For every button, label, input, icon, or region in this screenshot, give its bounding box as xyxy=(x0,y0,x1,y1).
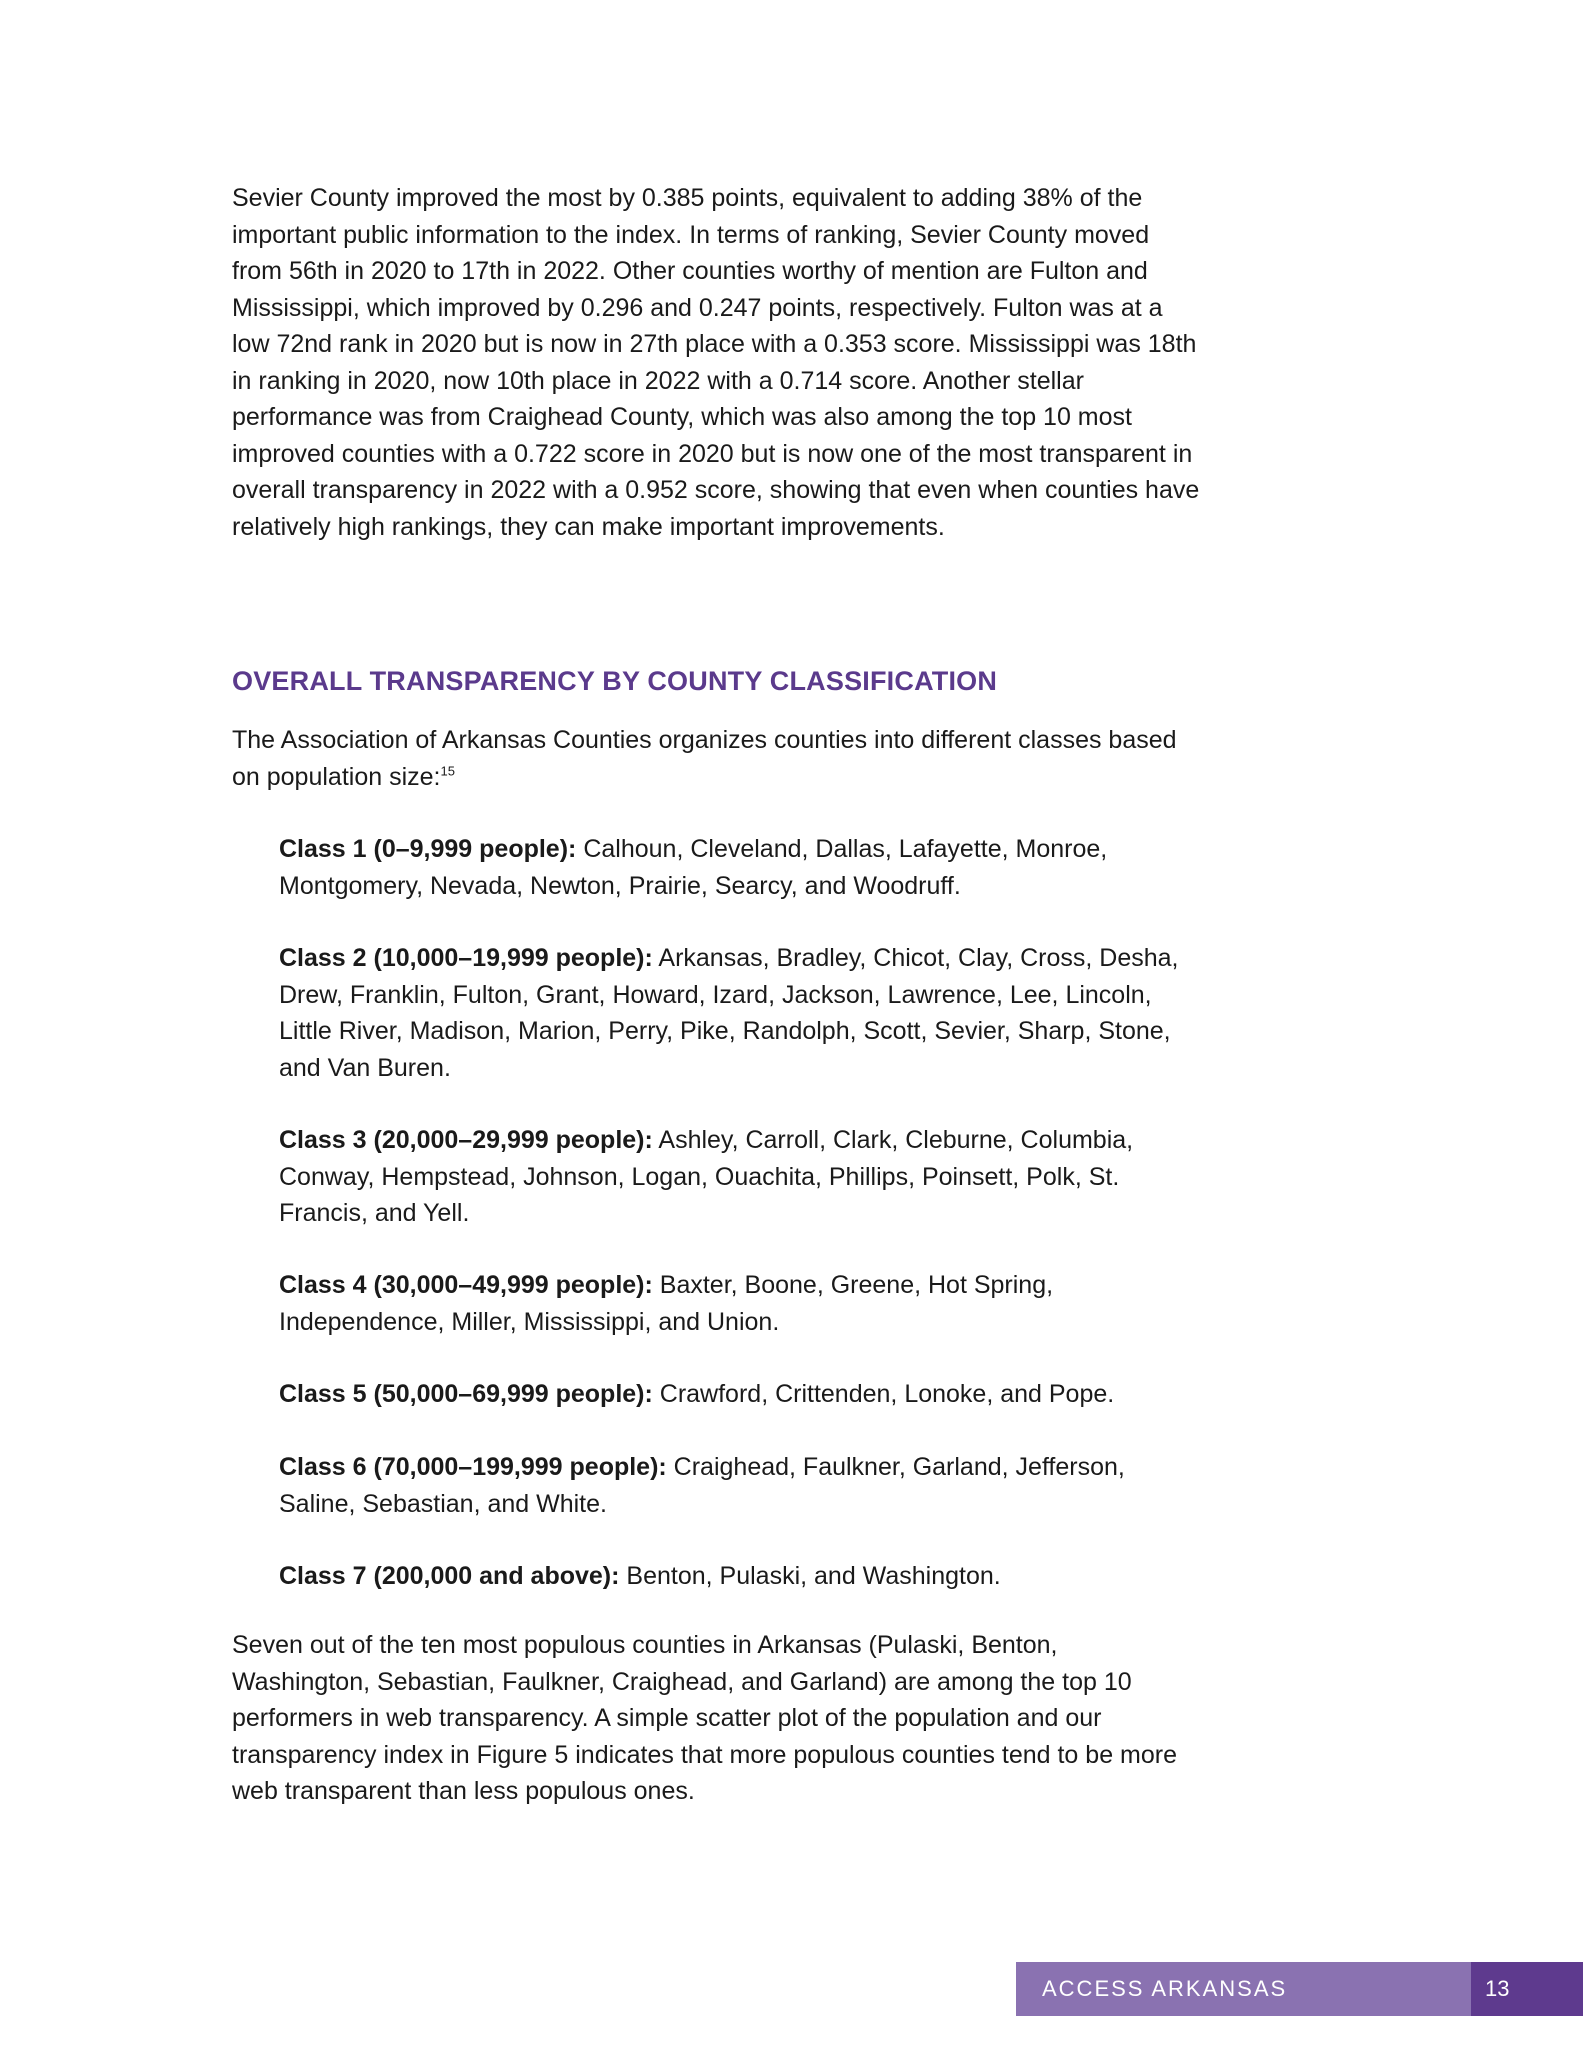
class-6-item xyxy=(279,1449,1199,1522)
class-label: Class 6 (70,000–199,999 people): xyxy=(279,1453,667,1481)
class-label: Class 5 (50,000–69,999 people): xyxy=(279,1380,653,1408)
class-label: Class 7 (200,000 and above): xyxy=(279,1562,620,1590)
closing-paragraph: Seven out of the ten most populous counties in Arkansas (Pulaski, Benton, Washington, Sebastian, Faulkner, Craighead, and Garland) are among the top 10 performers in web transparency. A simple scatter plot of the population and our transparency index in Figure 5 indicates that more populous counties tend to be more web transparent than less populous ones. xyxy=(232,1631,1177,1805)
page-number: 13 xyxy=(1471,1962,1583,2016)
lead-paragraph xyxy=(232,722,1202,795)
class-counties: Craighead, Faulkner, Garland, Jefferson, Saline, Sebastian, and White. xyxy=(279,1453,1125,1518)
class-label: Class 3 (20,000–29,999 people): xyxy=(279,1126,653,1154)
class-7-item xyxy=(279,1558,1199,1595)
lead-text: The Association of Arkansas Counties organizes counties into different classes based on population size: xyxy=(232,726,1177,791)
class-label: Class 4 (30,000–49,999 people): xyxy=(279,1271,653,1299)
intro-paragraph: Sevier County improved the most by 0.385 points, equivalent to adding 38% of the important public information to the index. In terms of ranking, Sevier County moved from 56th in 2020 to 17th in 2022. Other counties worthy of mention are Fulton and Mississippi, which improved by 0.296 and 0.247 points, respectively. Fulton was at a low 72nd rank in 2020 but is now in 27th place with a 0.353 score. Mississippi was 18th in ranking in 2020, now 10th place in 2022 with a 0.714 score. Another stellar performance was from Craighead County, which was also among the top 10 most improved counties with a 0.722 score in 2020 but is now one of the most transparent in overall transparency in 2022 with a 0.952 score, showing that even when counties have relatively high rankings, they can make important improvements. xyxy=(232,184,1200,541)
class-2-item xyxy=(279,940,1199,1086)
class-1-item xyxy=(279,831,1199,904)
footer-title: ACCESS ARKANSAS xyxy=(1016,1962,1471,2016)
class-counties: Crawford, Crittenden, Lonoke, and Pope. xyxy=(652,1380,1115,1408)
section-heading: OVERALL TRANSPARENCY BY COUNTY CLASSIFICATION xyxy=(232,666,998,696)
class-5-item xyxy=(279,1376,1199,1413)
class-counties: Baxter, Boone, Greene, Hot Spring, Independence, Miller, Mississippi, and Union. xyxy=(279,1271,1054,1336)
class-3-item xyxy=(279,1122,1199,1232)
class-label: Class 1 (0–9,999 people): xyxy=(279,835,577,863)
class-counties: Benton, Pulaski, and Washington. xyxy=(619,1562,1001,1590)
class-4-item xyxy=(279,1267,1199,1340)
class-counties: Calhoun, Cleveland, Dallas, Lafayette, Monroe, Montgomery, Nevada, Newton, Prairie, Searcy, and Woodruff. xyxy=(279,835,1108,900)
class-counties: Ashley, Carroll, Clark, Cleburne, Columbia, Conway, Hempstead, Johnson, Logan, Ouachita, Phillips, Poinsett, Polk, St. Francis, and Yell. xyxy=(279,1126,1134,1227)
class-counties: Arkansas, Bradley, Chicot, Clay, Cross, Desha, Drew, Franklin, Fulton, Grant, Howard, Izard, Jackson, Lawrence, Lee, Lincoln, Little River, Madison, Marion, Perry, Pike, Randolph, Scott, Sevier, Sharp, Stone, and Van Buren. xyxy=(279,944,1179,1082)
footnote-ref: 15 xyxy=(440,763,455,779)
class-label: Class 2 (10,000–19,999 people): xyxy=(279,944,653,972)
